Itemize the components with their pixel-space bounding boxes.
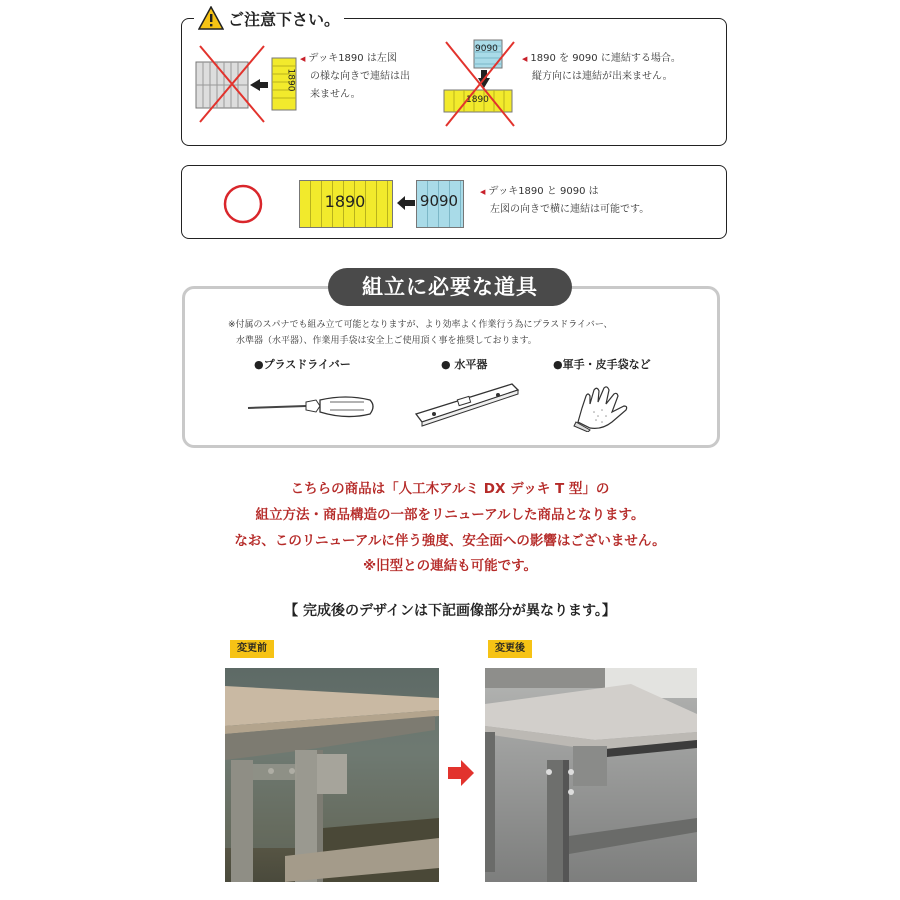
- after-photo: [485, 668, 697, 882]
- arrow-left-icon: [397, 196, 415, 210]
- ok-circle-icon: [222, 183, 264, 225]
- arrow-right-icon: [448, 760, 474, 786]
- tool-label-gloves: ●軍手・皮手袋など: [553, 358, 651, 371]
- warning-icon: [198, 6, 224, 30]
- notice-line-3: なお、このリニューアルに伴う強度、安全面への影響はございません。: [234, 533, 666, 549]
- label-1890-small: 1890: [466, 95, 489, 105]
- glove-icon: [572, 382, 634, 432]
- notice-line-1: こちらの商品は「人工木アルミ DX デッキ T 型」の: [290, 481, 610, 497]
- notice-line-2: 組立方法・商品構造の一部をリニューアルした商品となります。: [255, 507, 645, 523]
- label-9090-small: 9090: [475, 44, 498, 54]
- after-badge: 変更後: [488, 640, 532, 658]
- deck-label-1890: 1890: [324, 192, 366, 211]
- design-heading: 【 完成後のデザインは下記画像部分が異なります。】: [284, 603, 616, 619]
- tools-intro: ※付属のスパナでも組み立て可能となりますが、より効率よく作業行う為にプラスドライバー、 水準器（水平器）、作業用手袋は安全上ご使用頂く事を推奨しております。: [228, 320, 613, 346]
- caution-header: [194, 4, 344, 32]
- tool-label-screwdriver: ●プラスドライバー: [254, 358, 351, 371]
- tool-label-level: ● 水平器: [441, 358, 488, 371]
- tools-title: 組立に必要な道具: [328, 268, 572, 306]
- notice-line-4: ※旧型との連結も可能です。: [362, 558, 538, 574]
- spirit-level-icon: [414, 378, 520, 428]
- screwdriver-icon: [246, 392, 378, 422]
- deck-label-9090: 9090: [419, 192, 459, 210]
- caution-title: ご注意下さい。: [228, 9, 341, 29]
- before-photo: [225, 668, 439, 882]
- label-1890-vertical: 1890: [285, 68, 296, 92]
- before-badge: 変更前: [230, 640, 274, 658]
- ok-note: ◀ デッキ1890 と 9090 は 左図の向きで横に連結は可能です。: [480, 186, 650, 215]
- caution-note-1: ◀ デッキ1890 は左図 の様な向きで連結は出 来ません。: [300, 53, 410, 100]
- caution-note-2: ◀ 1890 を 9090 に連結する場合。 縦方向には連結が出来ません。: [522, 53, 681, 82]
